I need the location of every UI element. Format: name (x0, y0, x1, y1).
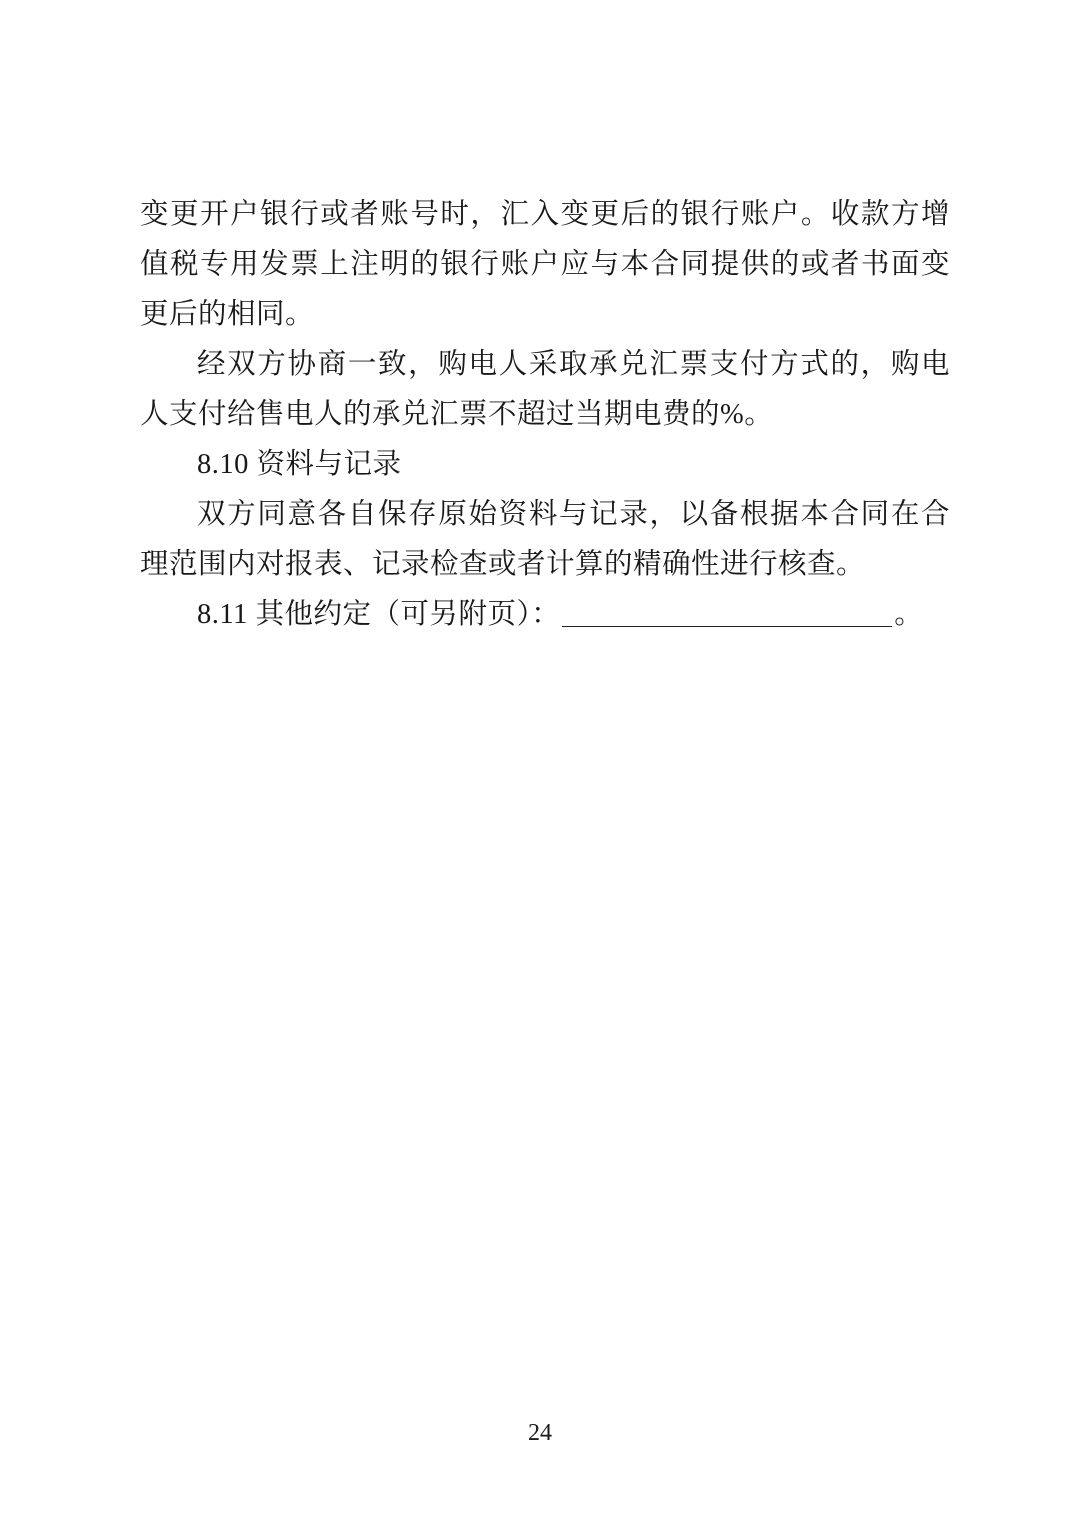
clause-8-11-other-agreements (140, 590, 950, 640)
paragraph-bank-change: 变更开户银行或者账号时，汇入变更后的银行账户。收款方增值税专用发票上注明的银行账户应与本合同提供的或者书面变更后的相同。 (140, 199, 950, 330)
fill-in-blank-line (562, 626, 892, 627)
heading-8-10-records: 8.10 资料与记录 (197, 449, 402, 480)
page-number: 24 (528, 1420, 552, 1446)
page-content (140, 190, 950, 640)
clause-8-11-prefix: 8.11 其他约定（可另附页）： (197, 599, 561, 630)
clause-8-11-suffix: 。 (894, 599, 924, 630)
paragraph-acceptance-bill: 经双方协商一致，购电人采取承兑汇票支付方式的，购电人支付给售电人的承兑汇票不超过当期电费的%。 (140, 349, 950, 430)
paragraph-records-keeping: 双方同意各自保存原始资料与记录，以备根据本合同在合理范围内对报表、记录检查或者计算的精确性进行核查。 (140, 499, 950, 580)
